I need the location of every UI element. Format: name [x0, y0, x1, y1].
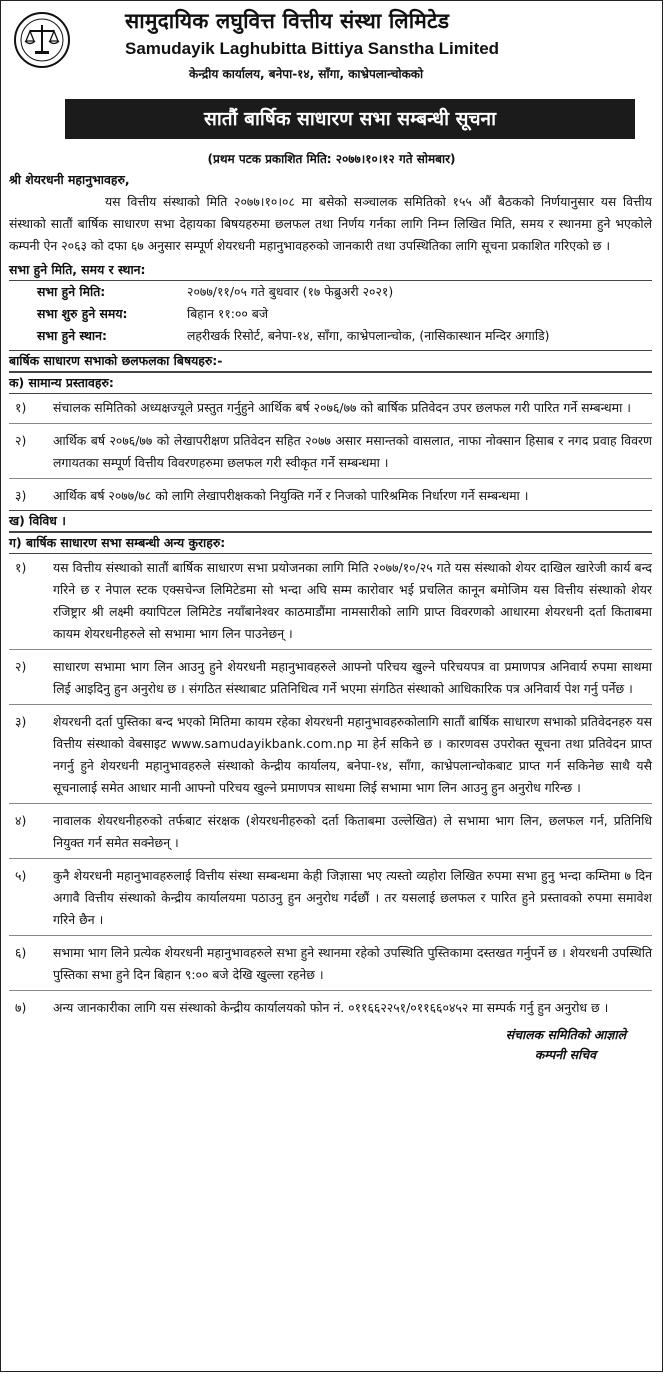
item-text: कुनै शेयरधनी महानुभावहरुलाई वित्तीय संस्था सम्बन्धमा केही जिज्ञासा भए त्यस्तो व्यहोरा लिखित रुपमा सभा हुनु भन्दा कम्तिमा ७ दिन अगावै वित्तीय संस्थाको केन्द्रीय कार्यालयमा पठाउनु हुन अनुरोध गर्दछौं । तर यसलाई छलफल र पारित हुने प्रस्तावको रुपमा समावेश गरिने छैन । — [53, 868, 652, 927]
item-text: अन्य जानकारीका लागि यस संस्थाको केन्द्रीय कार्यालयको फोन नं. ०११६६२२५१/०११६६०४५२ मा सम्पर्क गर्नु हुन अनुरोध छ । — [53, 1000, 609, 1015]
item-number: ४) — [15, 813, 27, 828]
meeting-date-label: सभा हुने मिति: — [37, 284, 106, 299]
salutation: श्री शेयरधनी महानुभावहरु, — [9, 172, 130, 187]
item-text: सभामा भाग लिने प्रत्येक शेयरधनी महानुभावहरुले सभा हुने स्थानमा रहेको उपस्थिति पुस्तिकामा दस्तखत गर्नुपर्ने छ । शेयरधनी उपस्थिति पुस्तिका सभा हुने दिन बिहान ९:०० बजे देखि खुल्ला रहनेछ । — [53, 945, 653, 982]
agenda-item — [9, 423, 652, 474]
item-number: ३) — [15, 488, 27, 503]
intro-paragraph: यस वित्तीय संस्थाको मिति २०७७।१०।०८ मा बसेको सञ्चालक समितिको १५५ औं बैठकको निर्णयानुसार यस वित्तीय संस्थाको सातौं बार्षिक साधारण सभा देहायका बिषयहरुमा छलफल तथा निर्णय गर्नका लागि निम्न लिखित मिति, समय र स्थानमा हुने भएकोले कम्पनी ऐन २०६३ को दफा ६७ अनुसार सम्पूर्ण शेयरधनी महानुभावहरुको जानकारी तथा उपस्थितिका लागि सूचना प्रकाशित गरिएको छ । — [9, 194, 652, 253]
section-b-heading: ख) विविध । — [9, 510, 652, 532]
notice-title: सातौं बार्षिक साधारण सभा सम्बन्धी सूचना — [65, 99, 635, 139]
agenda-item — [9, 394, 652, 419]
meeting-date-row — [9, 281, 652, 303]
other-item — [9, 858, 652, 931]
publication-date: (प्रथम पटक प्रकाशित मिति: २०७७।१०।१२ गते सोमबार) — [207, 152, 456, 166]
org-address: केन्द्रीय कार्यालय, बनेपा-१४, साँगा, काभ्रेपलान्चोकको — [189, 67, 424, 81]
item-number: १) — [15, 560, 27, 575]
meeting-date-value: २०७७/११/०५ गते बुधवार (१७ फेब्रुअरी २०२१) — [187, 284, 394, 299]
meeting-venue-label: सभा हुने स्थान: — [37, 328, 107, 343]
item-number: ३) — [15, 714, 27, 729]
item-number: १) — [15, 400, 27, 415]
meeting-time-row — [9, 303, 652, 325]
item-number: २) — [15, 433, 27, 448]
meeting-heading: सभा हुने मिति, समय र स्थान: — [9, 260, 652, 281]
item-number: ७) — [15, 1000, 27, 1015]
other-item — [9, 649, 652, 700]
item-text: यस वित्तीय संस्थाको सातौं बार्षिक साधारण सभा प्रयोजनका लागि मिति २०७७/१०/२५ गते यस संस्थाको शेयर दाखिल खारेजी कार्य बन्द गरिने छ र नेपाल स्टक एक्सचेन्ज लिमिटेडमा सो भन्दा अघि सम्म कारोवार भई प्रचलित कानून बमोजिम यस वित्तीय संस्थाको शेयर रजिष्ट्रार श्री लक्ष्मी क्यापिटल लिमिटेड नयाँबानेश्वर काठमाडौंमा नामसारीको लागि प्राप्त विवरणको आधारमा शेयरधनी दर्ता किताबमा कायम शेयरधनीहरुले सो सभामा भाग लिन पाउनेछन् । — [53, 560, 652, 641]
other-item — [9, 554, 652, 645]
other-item — [9, 704, 652, 799]
org-logo-icon — [13, 11, 71, 69]
item-text: साधारण सभामा भाग लिन आउनु हुने शेयरधनी महानुभावहरुले आफ्नो परिचय खुल्ने परिचयपत्र वा प्रमाणपत्र अनिवार्य रुपमा साथमा लिई आइदिनु हुन अनुरोध छ । संगठित संस्थाबाट प्रतिनिधित्व गर्ने भएमा संगठित संस्थाको आधिकारिक पत्र अनिवार्य पेश गर्नु पर्नेछ । — [53, 659, 652, 696]
item-text: आर्थिक बर्ष २०७७/७८ को लागि लेखापरीक्षकको नियुक्ति गर्ने र निजको पारिश्रमिक निर्धारण गर्ने सम्बन्धमा । — [53, 488, 529, 503]
item-number: २) — [15, 659, 27, 674]
other-item — [9, 990, 652, 1019]
other-item — [9, 803, 652, 854]
signature-order-line: संचालक समितिको आज्ञाले — [505, 1027, 626, 1042]
item-number: ५) — [15, 868, 27, 883]
item-text: आर्थिक बर्ष २०७६/७७ को लेखापरीक्षण प्रतिवेदन सहित २०७७ असार मसान्तको वासलात, नाफा नोक्सान हिसाब र नगद प्रवाह विवरण लगायतका सम्पूर्ण वित्तीय विवरणहरुमा छलफल गरी स्वीकृत गर्ने सम्बन्धमा । — [53, 433, 652, 470]
other-item — [9, 935, 652, 986]
item-number: ६) — [15, 945, 27, 960]
org-name-english: Samudayik Laghubitta Bittiya Sanstha Limited — [125, 39, 500, 58]
org-name-nepali: सामुदायिक लघुवित्त वित्तीय संस्था लिमिटेड — [125, 9, 450, 33]
section-c-heading: ग) बार्षिक साधारण सभा सम्बन्धी अन्य कुराहरु: — [9, 532, 652, 554]
item-text: शेयरधनी दर्ता पुस्तिका बन्द भएको मितिमा कायम रहेका शेयरधनी महानुभावहरुकोलागि सातौं बार्षिक साधारण सभाको प्रतिवेदनहरु यस वित्तीय संस्थाको वेबसाइट www.samudayikbank.com.np मा हेर्न सकिने छ । कारणवस उपरोक्त सूचना तथा प्रतिवेदन प्राप्त नगर्नु हुने शेयरधनी महानुभावहरुले संस्थाको केन्द्रीय कार्यालय, बनेपा-१४, साँगा, काभ्रेपलान्चोकबाट प्राप्त गर्न सकिनेछ साथै यसै सूचनालाई समेत आधार मानी आफ्नो परिचय खुल्ने प्रमाणपत्र साथमा लिई सभामा भाग लिन आउनु हुन अनुरोध गरिन्छ । — [53, 714, 652, 795]
item-text: नावालक शेयरधनीहरुको तर्फबाट संरक्षक (शेयरधनीहरुको दर्ता किताबमा उल्लेखित) ले सभामा भाग लिन, छलफल गर्न, प्रतिनिधि नियुक्त गर्न समेत सक्नेछन् । — [53, 813, 652, 850]
section-a-heading: क) सामान्य प्रस्तावहरु: — [9, 372, 652, 394]
meeting-time-label: सभा शुरु हुने समय: — [37, 306, 128, 321]
notice-body — [9, 169, 652, 1065]
agenda-heading: बार्षिक साधारण सभाको छलफलका बिषयहरु:- — [9, 350, 652, 372]
item-text: संचालक समितिको अध्यक्षज्यूले प्रस्तुत गर्नुहुने आर्थिक बर्ष २०७६/७७ को बार्षिक प्रतिवेदन उपर छलफल गरी पारित गर्ने सम्बन्धमा । — [53, 400, 631, 415]
signature-title: कम्पनी सचिव — [534, 1047, 596, 1062]
agenda-item — [9, 478, 652, 507]
meeting-venue-row — [9, 325, 652, 347]
meeting-time-value: बिहान ११:०० बजे — [187, 306, 269, 321]
meeting-venue-value: लहरीखर्क रिसोर्ट, बनेपा-१४, साँगा, काभ्रेपलान्चोक, (नासिकास्थान मन्दिर अगाडि) — [187, 328, 550, 343]
header — [1, 1, 662, 97]
